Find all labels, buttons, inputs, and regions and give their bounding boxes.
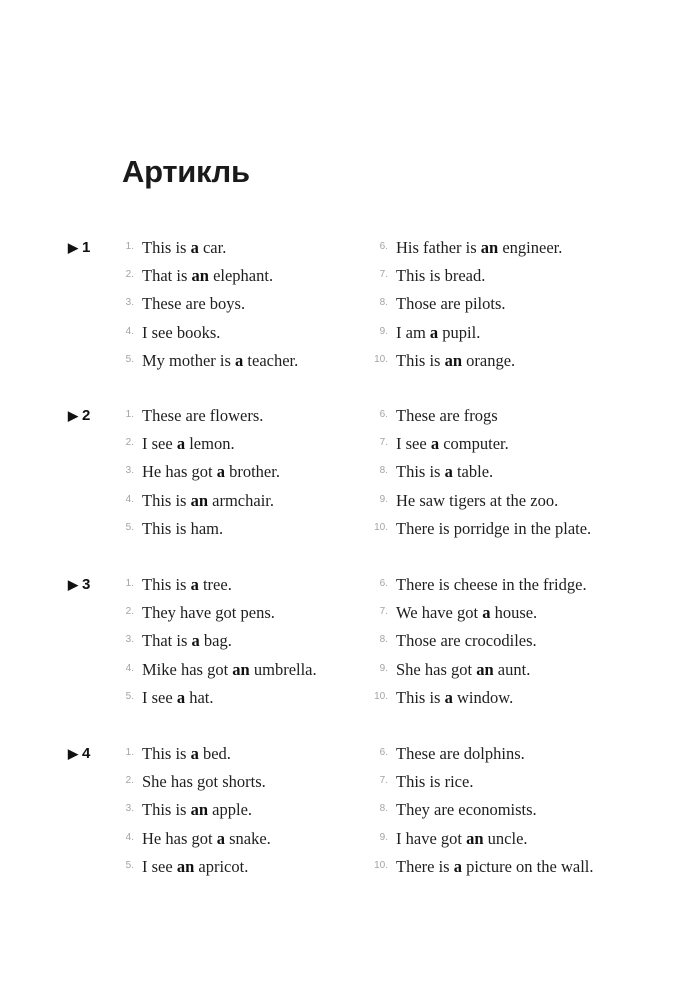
answer-text: This is bread. [396, 266, 486, 286]
exercise-marker [68, 745, 90, 763]
exercise-number: 4 [82, 745, 91, 762]
item-number: 3. [125, 803, 134, 815]
answer-text: This is ham. [142, 518, 224, 538]
article: a [190, 744, 199, 763]
item-number: 8. [379, 297, 388, 309]
item-number: 1. [125, 578, 134, 589]
answer-text: Those are pilots. [396, 294, 506, 314]
answer-text: Mike has got an umbrella. [142, 659, 317, 679]
item-number: 8. [379, 465, 388, 477]
answer-text: He has got a snake. [142, 828, 271, 848]
exercise-block [0, 745, 684, 895]
answer-text: We have got a house. [396, 603, 538, 623]
item-number: 3. [125, 465, 134, 477]
answer-text: These are dolphins. [396, 744, 525, 763]
answer-text: This is rice. [396, 772, 474, 792]
article: a [444, 462, 453, 482]
article: a [444, 687, 453, 707]
item-number: 2. [125, 775, 134, 787]
answer-text: He saw tigers at the zoo. [396, 490, 559, 510]
article: an [476, 659, 494, 679]
item-number: 7. [379, 437, 388, 449]
answer-text: They are economists. [396, 800, 537, 820]
exercise-marker [68, 407, 90, 425]
play-triangle-icon: ▶ [68, 746, 78, 761]
play-triangle-icon: ▶ [68, 408, 78, 423]
answer-text: This is an apple. [142, 800, 253, 820]
article: an [444, 350, 463, 370]
answer-text: That is a bag. [142, 631, 232, 651]
play-triangle-icon: ▶ [68, 240, 78, 255]
answer-text: This is an orange. [396, 350, 516, 370]
answer-text: There is porridge in the plate. [396, 518, 592, 538]
item-number: 5. [125, 690, 134, 702]
article: a [430, 434, 440, 454]
exercise-block [0, 576, 684, 726]
item-number: 2. [125, 437, 134, 449]
article: a [191, 631, 200, 651]
answer-text: They have got pens. [142, 603, 275, 623]
item-number: 10. [374, 353, 388, 365]
item-number: 9. [379, 325, 388, 337]
item-number: 6. [379, 578, 388, 589]
article: an [232, 659, 250, 679]
answer-text: These are frogs [396, 406, 498, 425]
answer-text: Those are crocodiles. [396, 631, 537, 651]
item-number: 3. [125, 297, 134, 309]
article: a [482, 603, 491, 623]
item-number: 3. [125, 634, 134, 646]
item-number: 7. [379, 775, 388, 787]
item-number: 9. [379, 662, 388, 674]
answer-text: This is a tree. [142, 575, 232, 594]
answer-text: I see books. [142, 322, 221, 342]
item-number: 7. [379, 606, 388, 618]
article: an [176, 856, 195, 876]
item-number: 8. [379, 803, 388, 815]
item-number: 1. [125, 747, 134, 758]
exercise-block [0, 239, 684, 389]
answer-text: He has got a brother. [142, 462, 280, 482]
answer-text: These are boys. [142, 294, 246, 314]
item-number: 2. [125, 269, 134, 281]
exercise-number: 2 [82, 407, 91, 424]
answer-text: She has got an aunt. [396, 659, 531, 679]
exercise-marker [68, 576, 90, 594]
answer-text: I see a computer. [396, 434, 509, 454]
item-number: 1. [125, 241, 134, 252]
item-number: 5. [125, 521, 134, 533]
item-number: 6. [379, 241, 388, 252]
answer-text: There is cheese in the fridge. [396, 575, 587, 594]
answer-text: This is a table. [396, 462, 494, 482]
item-number: 8. [379, 634, 388, 646]
item-number: 10. [374, 859, 388, 871]
play-triangle-icon: ▶ [68, 577, 78, 592]
article: a [176, 687, 186, 707]
exercise-marker [68, 239, 90, 257]
item-number: 10. [374, 690, 388, 702]
exercise-number: 1 [82, 239, 91, 256]
answer-text: My mother is a teacher. [142, 350, 299, 370]
answer-text: I have got an uncle. [396, 828, 528, 848]
item-number: 6. [379, 747, 388, 758]
article: a [235, 350, 244, 370]
page-title: Артикль [122, 154, 250, 189]
exercise-number: 3 [82, 576, 91, 593]
article: an [466, 828, 484, 848]
article: a [453, 856, 462, 876]
item-number: 4. [125, 831, 134, 843]
article: a [429, 322, 439, 342]
answer-text: I see a lemon. [142, 434, 235, 454]
item-number: 4. [125, 493, 134, 505]
item-number: 4. [125, 662, 134, 674]
answer-text: His father is an engineer. [396, 238, 563, 257]
item-number: 9. [379, 831, 388, 843]
article: a [190, 238, 199, 257]
answer-text: She has got shorts. [142, 772, 266, 792]
item-number: 7. [379, 269, 388, 281]
answer-text: This is an armchair. [142, 490, 274, 510]
article: a [176, 434, 186, 454]
item-number: 2. [125, 606, 134, 618]
item-number: 1. [125, 409, 134, 420]
article: an [190, 800, 209, 820]
answer-text: This is a window. [396, 687, 514, 707]
answer-text: I am a pupil. [396, 322, 481, 342]
article: a [216, 828, 225, 848]
article: an [190, 490, 209, 510]
answer-text: This is a car. [142, 238, 227, 257]
item-number: 9. [379, 493, 388, 505]
answer-text: I see an apricot. [142, 856, 249, 876]
item-number: 6. [379, 409, 388, 420]
article: an [191, 266, 209, 286]
item-number: 10. [374, 521, 388, 533]
article: a [216, 462, 225, 482]
item-number: 5. [125, 859, 134, 871]
article: an [480, 238, 499, 257]
answer-text: That is an elephant. [142, 266, 274, 286]
item-number: 4. [125, 325, 134, 337]
item-number: 5. [125, 353, 134, 365]
answer-text: I see a hat. [142, 687, 214, 707]
article: a [190, 575, 199, 594]
answer-text: There is a picture on the wall. [396, 856, 594, 876]
answer-text: These are flowers. [142, 406, 264, 425]
answer-text: This is a bed. [142, 744, 231, 763]
exercise-block [0, 407, 684, 557]
